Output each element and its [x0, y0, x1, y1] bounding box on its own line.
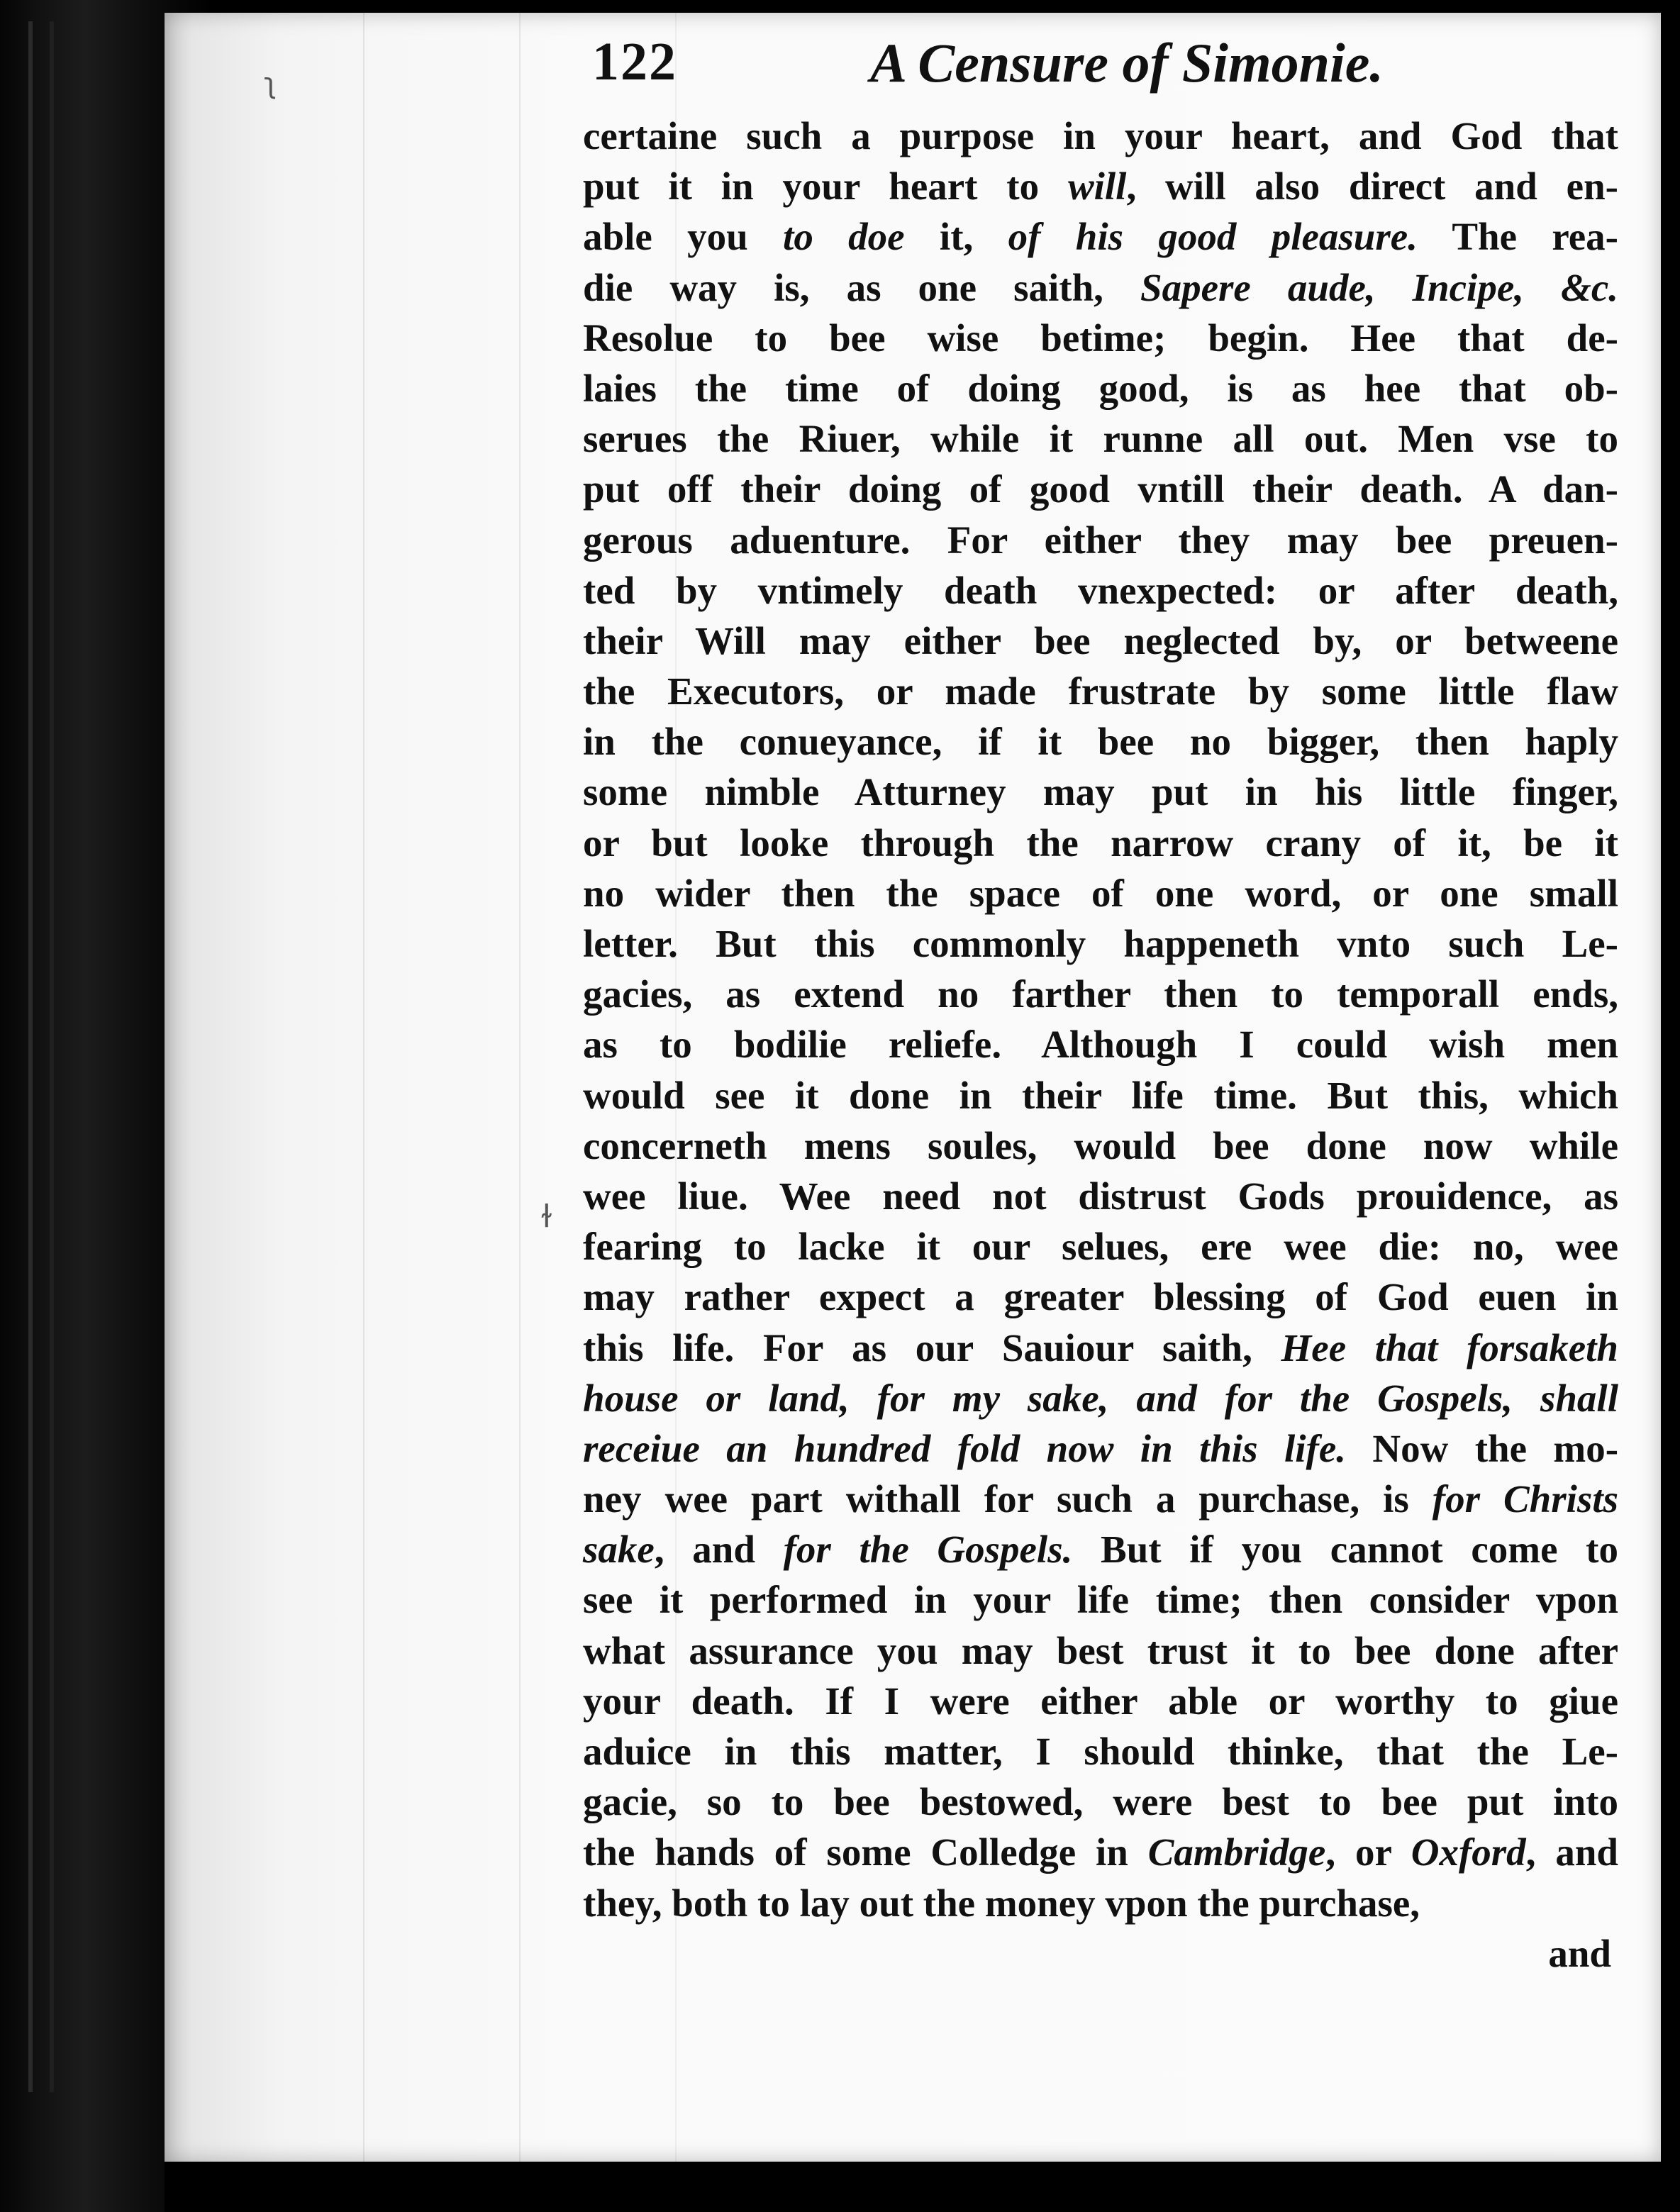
text-line: aduice in this matter, I should thinke, that the Le- [583, 1730, 1618, 1773]
binding-edge [28, 21, 33, 2092]
text-line: Resolue to bee wise betime; begin. Hee that de- [583, 316, 1618, 360]
text-line: some nimble Atturney may put in his little finger, [583, 770, 1618, 814]
text-line: this life. For as our Sauiour saith, Hee that forsaketh [583, 1325, 1618, 1369]
margin-mark: ʅ [264, 67, 277, 100]
text-line: put off their doing of good vntill their death. A dan- [583, 467, 1618, 511]
text-line: their Will may either bee neglected by, or betweene [583, 618, 1618, 662]
text-line: laies the time of doing good, is as hee that ob- [583, 366, 1618, 410]
text-line: your death. If I were either able or worthy to giue [583, 1679, 1618, 1723]
page-number: 122 [592, 32, 677, 91]
text-line: sake, and for the Gospels. But if you cannot come to [583, 1528, 1618, 1572]
text-line: they, both to lay out the money vpon the purchase, [583, 1881, 1420, 1925]
text-line: receiue an hundred fold now in this life. Now the mo- [583, 1426, 1619, 1470]
text-line: house or land, for my sake, and for the Gospels, shall [583, 1376, 1618, 1420]
text-line: or but looke through the narrow crany of it, be it [583, 821, 1618, 865]
text-line: die way is, as one saith, Sapere aude, Incipe, &c. [583, 265, 1618, 309]
text-line: the Executors, or made frustrate by some little flaw [583, 669, 1618, 713]
running-title: A Censure of Simonie. [870, 32, 1384, 94]
text-line: ted by vntimely death vnexpected: or after death, [583, 568, 1618, 612]
text-line: concerneth mens soules, would bee done now while [583, 1123, 1618, 1167]
text-line: gacie, so to bee bestowed, were best to bee put into [583, 1780, 1618, 1824]
text-line: no wider then the space of one word, or one small [583, 871, 1618, 915]
text-line: gerous aduenture. For either they may bee preuen- [583, 518, 1618, 562]
scan-border [165, 2162, 1661, 2212]
text-line: gacies, as extend no farther then to temporall ends, [583, 972, 1618, 1016]
body-text [583, 111, 1618, 1979]
text-line: may rather expect a greater blessing of God euen in [583, 1275, 1618, 1319]
page-fold-line [519, 13, 521, 2162]
catchword: and [1548, 1931, 1611, 1975]
text-line: certaine such a purpose in your heart, and God that [583, 114, 1618, 157]
text-line: wee liue. Wee need not distrust Gods prouidence, as [583, 1174, 1618, 1218]
text-line: as to bodilie reliefe. Although I could wish men [583, 1023, 1618, 1067]
text-line: fearing to lacke it our selues, ere wee die: no, wee [583, 1225, 1618, 1269]
text-line: the hands of some Colledge in Cambridge, or Oxford, and [583, 1830, 1618, 1874]
text-line: in the conueyance, if it bee no bigger, then haply [583, 720, 1618, 764]
text-line: serues the Riuer, while it runne all out. Men vse to [583, 417, 1618, 461]
text-line: would see it done in their life time. But this, which [583, 1073, 1618, 1117]
text-line: what assurance you may best trust it to bee done after [583, 1628, 1618, 1672]
text-line: see it performed in your life time; then consider vpon [583, 1578, 1618, 1622]
text-line: ney wee part withall for such a purchase, is for Christs [583, 1477, 1618, 1521]
text-line: able you to doe it, of his good pleasure. The rea- [583, 215, 1618, 259]
page-header [592, 31, 1620, 102]
binding-edge [50, 21, 54, 2092]
margin-mark: ɫ [540, 1199, 553, 1235]
page-fold-line [363, 13, 365, 2162]
text-line: letter. But this commonly happeneth vnto such Le- [583, 922, 1618, 965]
text-line: put it in your heart to will, will also direct and en- [583, 165, 1618, 209]
